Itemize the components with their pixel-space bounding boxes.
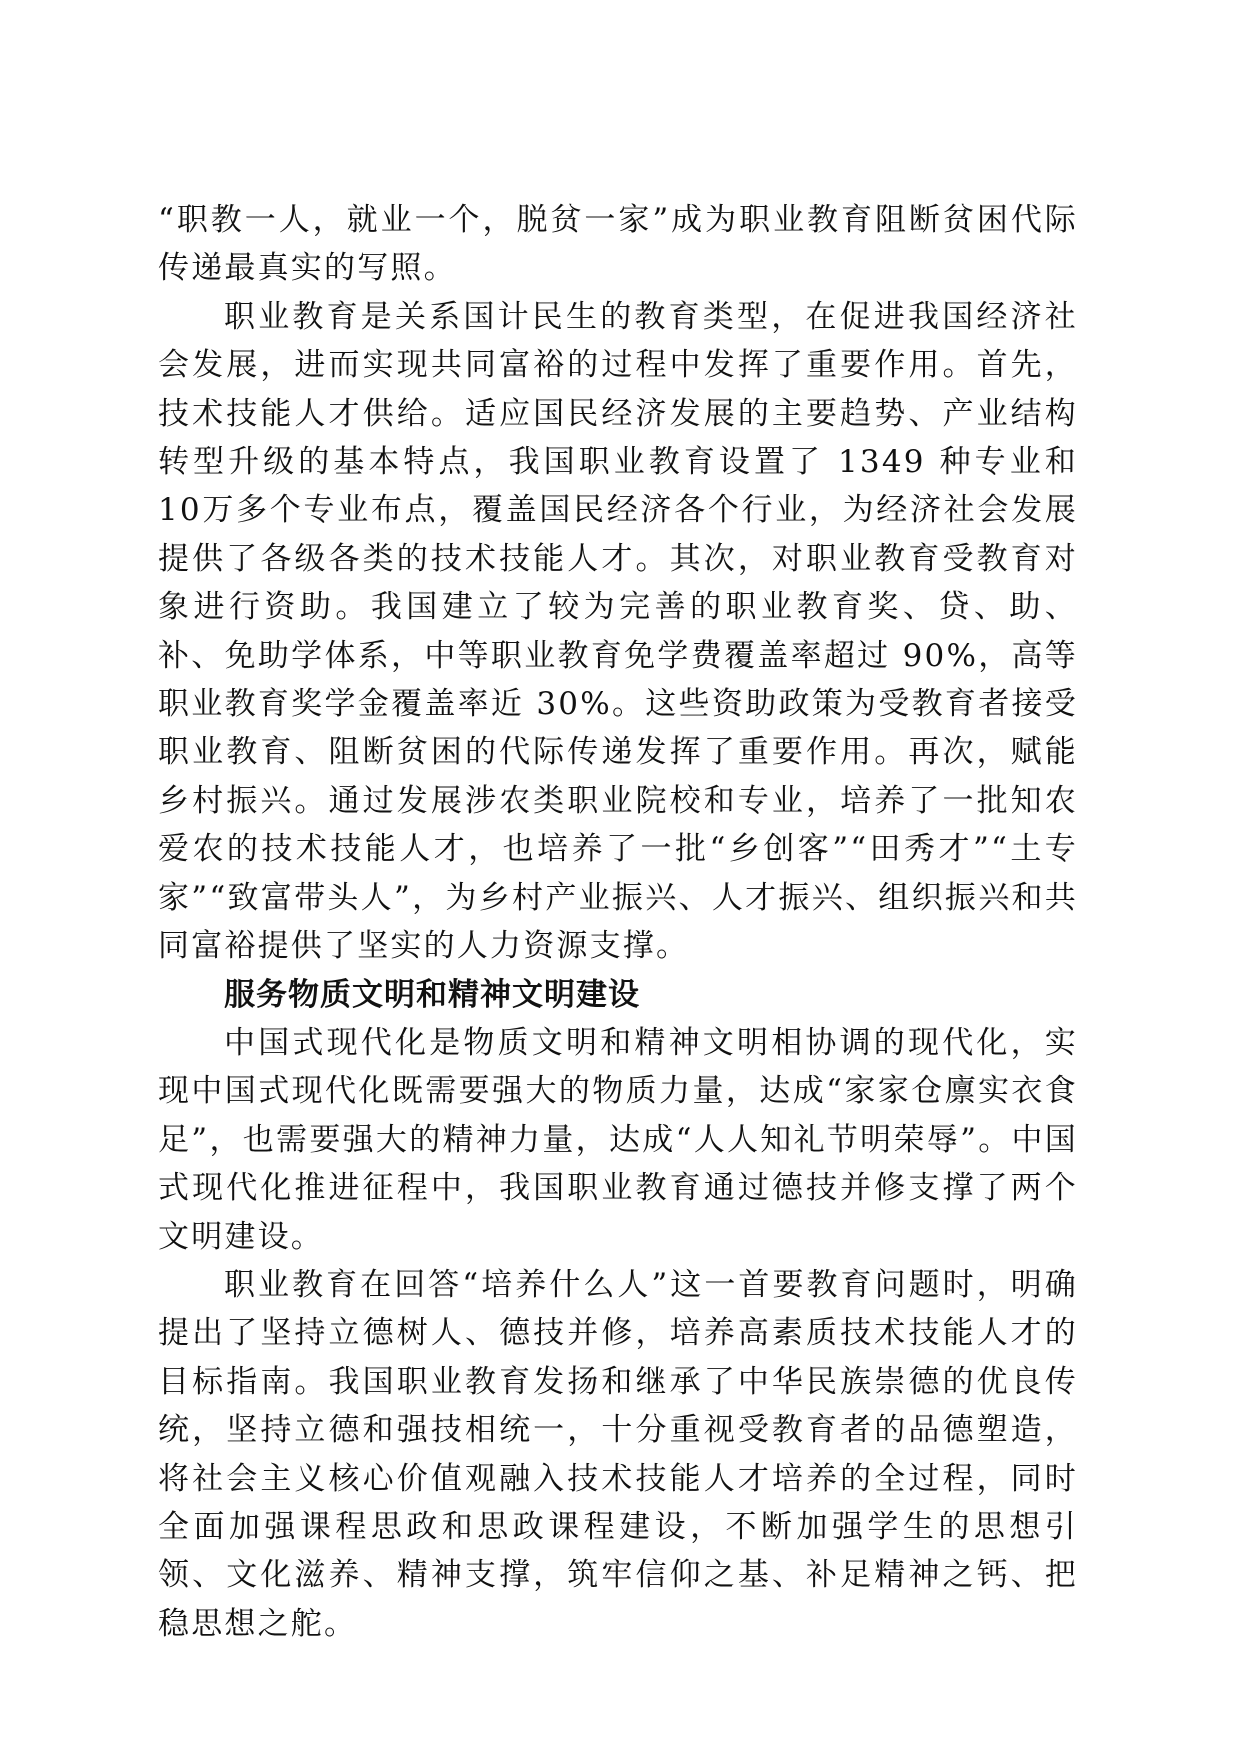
paragraph-4: 职业教育在回答“培养什么人”这一首要教育问题时，明确提出了坚持立德树人、德技并修，培养高素质技术技能人才的目标指南。我国职业教育发扬和继承了中华民族崇德的优良传统，坚持立德和强技相统一，十分重视受教育者的品德塑造，将社会主义核心价值观融入技术技能人才培养的全过程，同时全面加强课程思政和思政课程建设，不断加强学生的思想引领、文化滋养、精神支撑，筑牢信仰之基、补足精神之钙、把稳思想之舵。: [158, 1266, 1078, 1642]
section-heading: 服务物质文明和精神文明建设: [224, 976, 640, 1013]
document-body: [158, 196, 1078, 1648]
paragraph-1: “职教一人，就业一个，脱贫一家”成为职业教育阻断贫困代际传递最真实的写照。: [158, 202, 1078, 287]
paragraph-2: 职业教育是关系国计民生的教育类型，在促进我国经济社会发展，进而实现共同富裕的过程中发挥了重要作用。首先，技术技能人才供给。适应国民经济发展的主要趋势、产业结构转型升级的基本特点，我国职业教育设置了 1349 种专业和 10万多个专业布点，覆盖国民经济各个行业，为经济社会发展提供了各级各类的技术技能人才。其次，对职业教育受教育对象进行资助。我国建立了较为完善的职业教育奖、贷、助、补、免助学体系，中等职业教育免学费覆盖率超过 90%，高等职业教育奖学金覆盖率近 30%。这些资助政策为受教育者接受职业教育、阻断贫困的代际传递发挥了重要作用。再次，赋能乡村振兴。通过发展涉农类职业院校和专业，培养了一批知农爱农的技术技能人才，也培养了一批“乡创客”“田秀才”“土专家”“致富带头人”，为乡村产业振兴、人才振兴、组织振兴和共同富裕提供了坚实的人力资源支撑。: [158, 298, 1078, 965]
paragraph-3: 中国式现代化是物质文明和精神文明相协调的现代化，实现中国式现代化既需要强大的物质力量，达成“家家仓廪实衣食足”，也需要强大的精神力量，达成“人人知礼节明荣辱”。中国式现代化推进征程中，我国职业教育通过德技并修支撑了两个文明建设。: [158, 1024, 1078, 1255]
